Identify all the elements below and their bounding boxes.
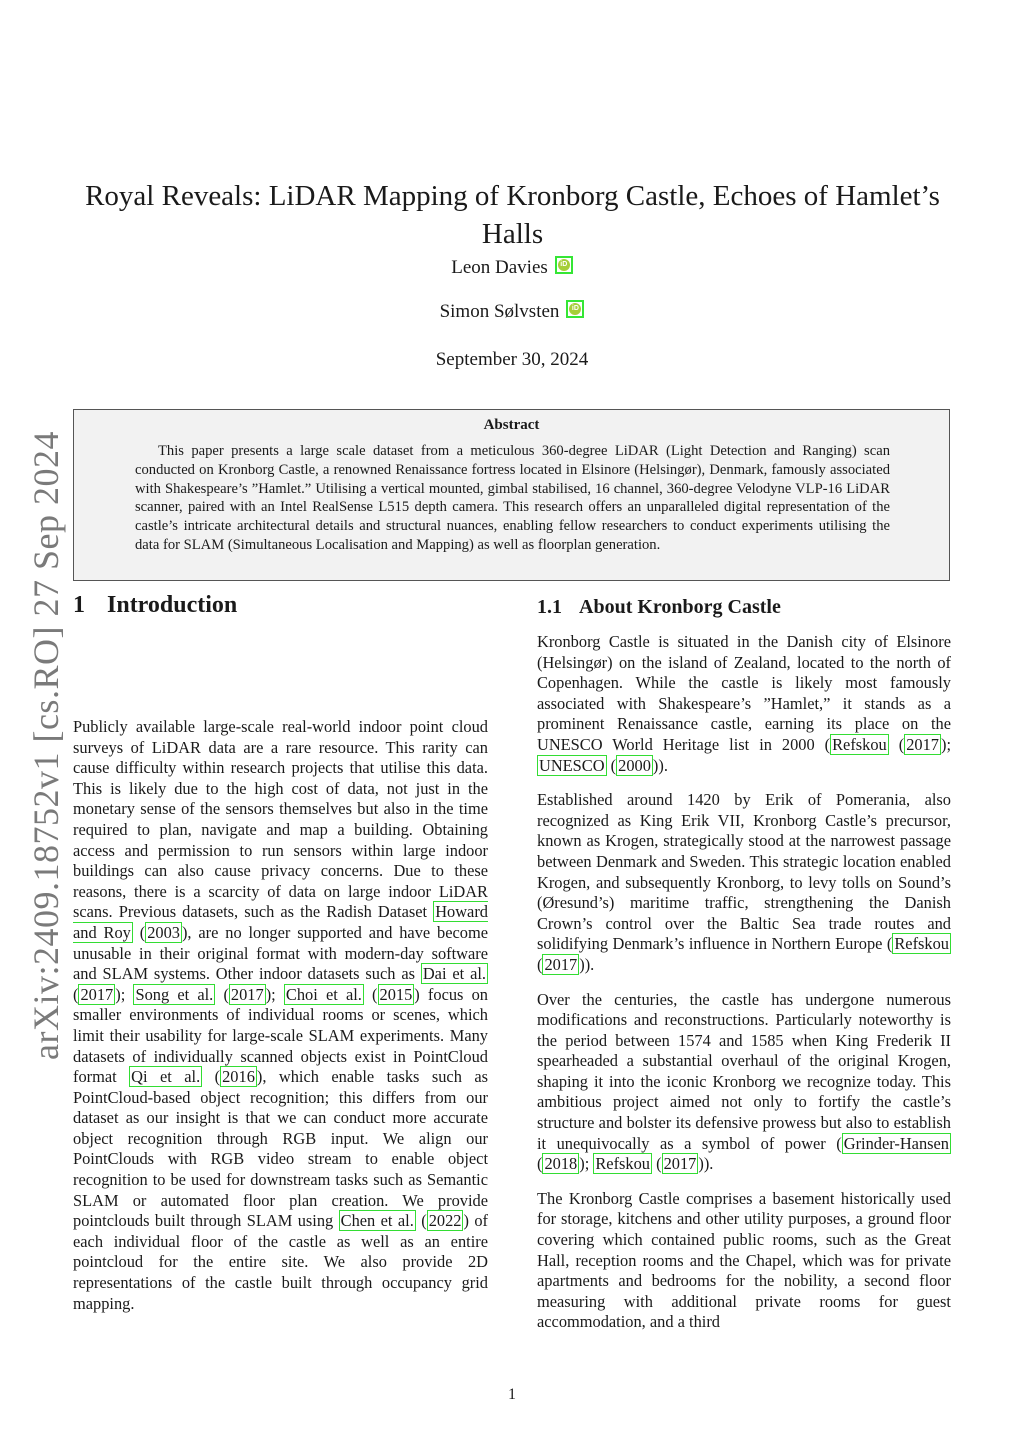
section-title: Introduction	[107, 592, 238, 618]
citation-link[interactable]: Chen et al.	[340, 1211, 414, 1231]
citation-year-link[interactable]: 2017	[906, 734, 939, 754]
orcid-icon[interactable]: iD	[566, 300, 584, 318]
citation-link[interactable]: Dai et al.	[422, 964, 486, 984]
section-heading-introduction	[73, 592, 237, 619]
orcid-icon[interactable]: iD	[555, 256, 573, 274]
citation-year-link[interactable]: 2022	[428, 1211, 462, 1231]
abstract-text: This paper presents a large scale dataset from a meticulous 360-degree LiDAR (Light Detection and Ranging) scan conducted on Kronborg Castle, a renowned Renaissance fortress located in Elsinore (Helsingør), Denmark, famously associated with Shakespeare’s ”Hamlet.” Utilising a vertical mounted, gimbal stabilised, 16 channel, 360-degree Velodyne VLP-16 LiDAR scanner, paired with an Intel RealSense L515 depth camera. This research offers an unparalleled digital representation of the castle’s intricate architectural details and structural nuances, enabling fellow researchers to conduct experiments utilising the data for SLAM (Simultaneous Localisation and Mapping) as well as floorplan generation.	[135, 443, 890, 553]
author-name: Simon Sølvsten	[439, 301, 560, 322]
paragraph: Kronborg Castle is situated in the Danish city of Elsinore (Helsingør) on the island of Zealand, located to the north of Copenhagen. While the castle is likely most famously associated with Shakespeare’s ”Hamlet,” it stands as a prominent Renaissance castle, earning its place on the UNESCO World Heritage list in 2000 ( Refskou ( 2017 ); UNESCO ( 2000 )).	[537, 632, 951, 775]
citation-link[interactable]: Grinder-Hansen	[843, 1133, 949, 1153]
section-number: 1	[73, 592, 85, 618]
paper-title: Royal Reveals: LiDAR Mapping of Kronborg Castle, Echoes of Hamlet’s Halls	[85, 180, 940, 251]
abstract-heading: Abstract	[483, 417, 540, 433]
citation-link[interactable]: Song et al.	[135, 984, 214, 1004]
author-1	[0, 256, 1024, 279]
citation-year-link[interactable]: 2017	[663, 1154, 697, 1174]
citation-year-link[interactable]: 2000	[618, 755, 651, 775]
paragraph: The Kronborg Castle comprises a basement historically used for storage, kitchens and other utility purposes, a ground floor covering which contained public rooms, such as the Great Hall, reception rooms and the Chapel, which was for private apartments and bedrooms for the nobility, a second floor measuring with additional private rooms for guest accommodation, and a third	[537, 1188, 951, 1332]
citation-link[interactable]: Qi et al.	[131, 1067, 201, 1087]
subsection-number: 1.1	[537, 596, 562, 618]
author-2	[0, 300, 1024, 323]
citation-link[interactable]: Howard and Roy	[73, 902, 488, 942]
citation-link[interactable]: Refskou	[595, 1154, 651, 1174]
citation-year-link[interactable]: 2017	[544, 954, 578, 974]
citation-link[interactable]: Choi et al.	[285, 984, 362, 1004]
abstract-box	[73, 409, 950, 581]
subsection-heading-about-kronborg	[537, 596, 781, 619]
publication-date: September 30, 2024	[435, 349, 589, 370]
arxiv-identifier: arXiv:2409.18752v1 [cs.RO] 27 Sep 2024	[26, 431, 66, 1060]
subsection-title: About Kronborg Castle	[579, 596, 781, 618]
citation-year-link[interactable]: 2018	[544, 1154, 578, 1174]
author-name: Leon Davies	[451, 257, 548, 278]
paragraph: Established around 1420 by Erik of Pomerania, also recognized as King Erik VII, Kronborg Castle’s precursor, known as Krogen, strategically stood at the narrowest passage between Denmark and Sweden. This strategic location enabled Krogen, and subsequently Kronborg, to levy tolls on Sound’s (Øresund’s) maritime traffic, strengthening the Danish Crown’s control over the Baltic Sea trade routes and solidifying Denmark’s influence in Northern Europe ( Refskou ( 2017 )).	[537, 790, 951, 974]
page-number: 1	[508, 1386, 516, 1403]
citation-link[interactable]: Refskou	[894, 934, 949, 954]
paragraph: Over the centuries, the castle has undergone numerous modifications and reconstructions. Particularly noteworthy is the period between 1574 and 1585 when King Frederik II spearheaded a substantial overhaul of the original Krogen, shaping it into the iconic Kronborg we recognize today. This ambitious project aimed not only to fortify the castle’s structure and bolster its defensive prowess but also to establish it unequivocally as a symbol of power ( Grinder-Hansen ( 2018 ); Refskou ( 2017 )).	[537, 989, 951, 1174]
citation-year-link[interactable]: 2016	[222, 1067, 255, 1087]
citation-year-link[interactable]: 2017	[80, 984, 114, 1004]
paragraph: Publicly available large-scale real-world indoor point cloud surveys of LiDAR data are a rare resource. This rarity can cause difficulty within research projects that utilise this data. This is likely due to the high cost of data, not just in the monetary sense of the sensors themselves but also in the time required to plan, navigate and map a building. Obtaining access and permission to run sensors within large indoor buildings can also cause privacy concerns. Due to these reasons, there is a scarcity of data on large indoor LiDAR scans. Previous datasets, such as the Radish Dataset Howard and Roy ( 2003 ), are no longer supported and have become unusable in their original format with modern-day software and SLAM systems. Other indoor datasets such as Dai et al. ( 2017 ); Song et al. ( 2017 ); Choi et al. ( 2015 ) focus on smaller environments of individual rooms or scenes, which limit their usability for large-scale SLAM experiments. Many datasets of individually scanned objects exist in PointCloud format Qi et al. ( 2016 ), which enable tasks such as PointCloud-based object recognition; this differs from our dataset as our insight is that we can conduct more accurate object recognition through RGB input. We align our PointClouds with RGB video stream to enable object recognition to be used for downstream tasks such as Semantic SLAM or automated floor plan creation. We provide pointclouds built through SLAM using Chen et al. ( 2022 ) of each individual floor of the castle as well as an entire pointcloud for the entire site. We also provide 2D representations of the castle built through occupancy grid mapping.	[73, 717, 489, 1313]
citation-year-link[interactable]: 2003	[147, 922, 180, 942]
left-column	[73, 717, 488, 1328]
citation-link[interactable]: UNESCO	[539, 755, 605, 775]
citation-year-link[interactable]: 2017	[230, 984, 264, 1004]
right-column	[537, 632, 951, 1347]
citation-year-link[interactable]: 2015	[379, 984, 413, 1004]
citation-link[interactable]: Refskou	[832, 734, 887, 754]
